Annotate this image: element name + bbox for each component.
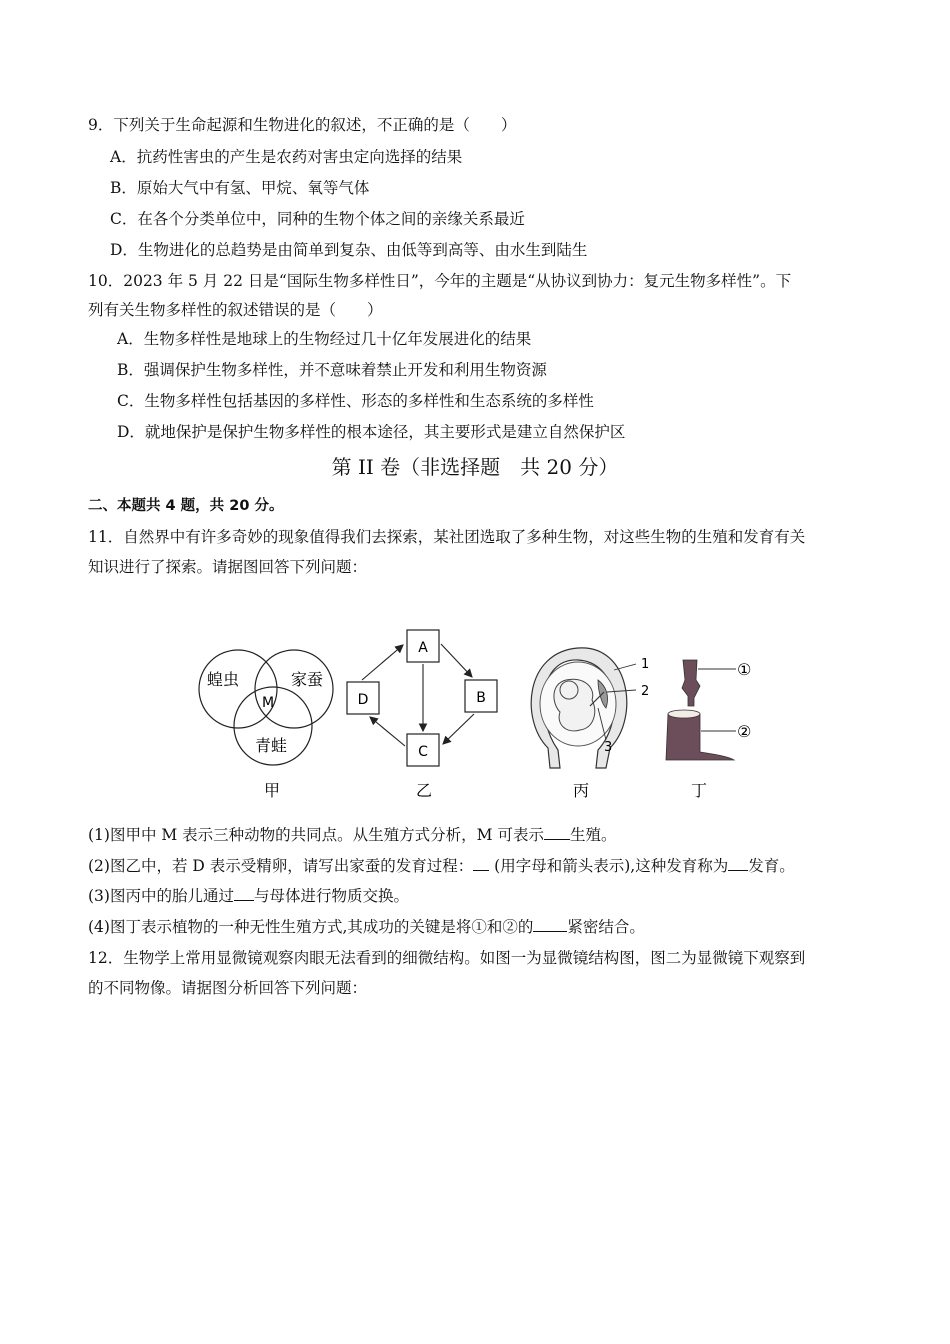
venn-circle-locust	[199, 650, 277, 728]
q10-option-c: C．生物多样性包括基因的多样性、形态的多样性和生态系统的多样性	[117, 392, 594, 410]
caption-jia: 甲	[263, 781, 281, 800]
arrow-d-to-a	[362, 645, 403, 680]
q9-option-d: D．生物进化的总趋势是由简单到复杂、由低等到高等、由水生到陆生	[110, 241, 588, 259]
q10-stem-line2: 列有关生物多样性的叙述错误的是（ ）	[88, 301, 383, 319]
venn-label-frog: 青蛙	[254, 736, 288, 755]
venn-label-locust: 蝗虫	[206, 670, 240, 689]
label-bing-2: 2	[641, 684, 650, 699]
arrow-c-to-d	[370, 717, 405, 746]
section2-heading: 二、本题共 4 题，共 20 分。	[88, 498, 284, 514]
q11-sub3: (3)图丙中的胎儿通过 与母体进行物质交换。	[88, 887, 409, 905]
q12-stem-line1: 12．生物学上常用显微镜观察肉眼无法看到的细微结构。如图一为显微镜结构图，图二为显微镜下观察到	[88, 949, 806, 967]
node-c-label: C	[418, 744, 428, 760]
q9-option-b: B．原始大气中有氢、甲烷、氧等气体	[110, 179, 370, 197]
node-d-label: D	[357, 692, 369, 708]
node-a-label: A	[418, 640, 428, 656]
q11-stem-line1: 11．自然界中有许多奇妙的现象值得我们去探索，某社团选取了多种生物，对这些生物的生殖和发育有关	[88, 528, 806, 546]
rootstock	[666, 714, 734, 760]
q11-sub1: (1)图甲中 M 表示三种动物的共同点。从生殖方式分析，M 可表示 生殖。	[88, 826, 617, 844]
q11-sub2: (2)图乙中，若 D 表示受精卵，请写出家蚕的发育过程： (用字母和箭头表示),这种发育称为 发育。	[88, 857, 795, 875]
scion	[682, 660, 700, 706]
caption-yi: 乙	[415, 781, 433, 800]
q9-option-c: C．在各个分类单位中，同种的生物个体之间的亲缘关系最近	[110, 210, 525, 228]
figure-bing	[531, 648, 649, 800]
figure-jia	[199, 650, 333, 800]
venn-circle-silkworm	[255, 650, 333, 728]
figure-ding	[666, 660, 751, 800]
venn-label-silkworm: 家蚕	[290, 670, 324, 689]
arrow-b-to-c	[443, 714, 474, 744]
rootstock-cut	[668, 710, 700, 718]
figure-yi	[347, 630, 497, 800]
q11-sub4: (4)图丁表示植物的一种无性生殖方式,其成功的关键是将①和②的 紧密结合。	[88, 918, 645, 936]
q11-figure	[0, 600, 950, 810]
q10-option-d: D．就地保护是保护生物多样性的根本途径，其主要形式是建立自然保护区	[117, 423, 626, 441]
q9-stem: 9．下列关于生命起源和生物进化的叙述，不正确的是（ ）	[88, 116, 517, 134]
node-b-label: B	[476, 690, 486, 706]
answer-blank-3[interactable]	[728, 856, 748, 871]
arrow-a-to-b	[441, 644, 472, 677]
caption-ding: 丁	[690, 781, 708, 800]
label-ding-1: ①	[737, 660, 752, 679]
label-ding-2: ②	[737, 722, 752, 741]
answer-blank-5[interactable]	[533, 917, 567, 932]
q11-stem-line2: 知识进行了探索。请据图回答下列问题：	[88, 558, 368, 576]
label-bing-1: 1	[641, 657, 650, 672]
answer-blank-1[interactable]	[544, 825, 570, 840]
label-bing-3: 3	[604, 740, 613, 755]
q12-stem-line2: 的不同物像。请据图分析回答下列问题：	[88, 979, 368, 997]
caption-bing: 丙	[572, 781, 590, 800]
part2-title: 第 II 卷（非选择题 共 20 分）	[331, 455, 619, 479]
answer-blank-2[interactable]	[473, 856, 489, 871]
q10-option-b: B．强调保护生物多样性，并不意味着禁止开发和利用生物资源	[117, 361, 547, 379]
q10-stem-line1: 10．2023 年 5 月 22 日是“国际生物多样性日”，今年的主题是“从协议到协力：复元生物多样性”。下	[88, 272, 792, 290]
answer-blank-4[interactable]	[234, 886, 254, 901]
q9-option-a: A．抗药性害虫的产生是农药对害虫定向选择的结果	[110, 148, 463, 166]
venn-label-m: M	[261, 695, 275, 711]
q10-option-a: A．生物多样性是地球上的生物经过几十亿年发展进化的结果	[117, 330, 532, 348]
